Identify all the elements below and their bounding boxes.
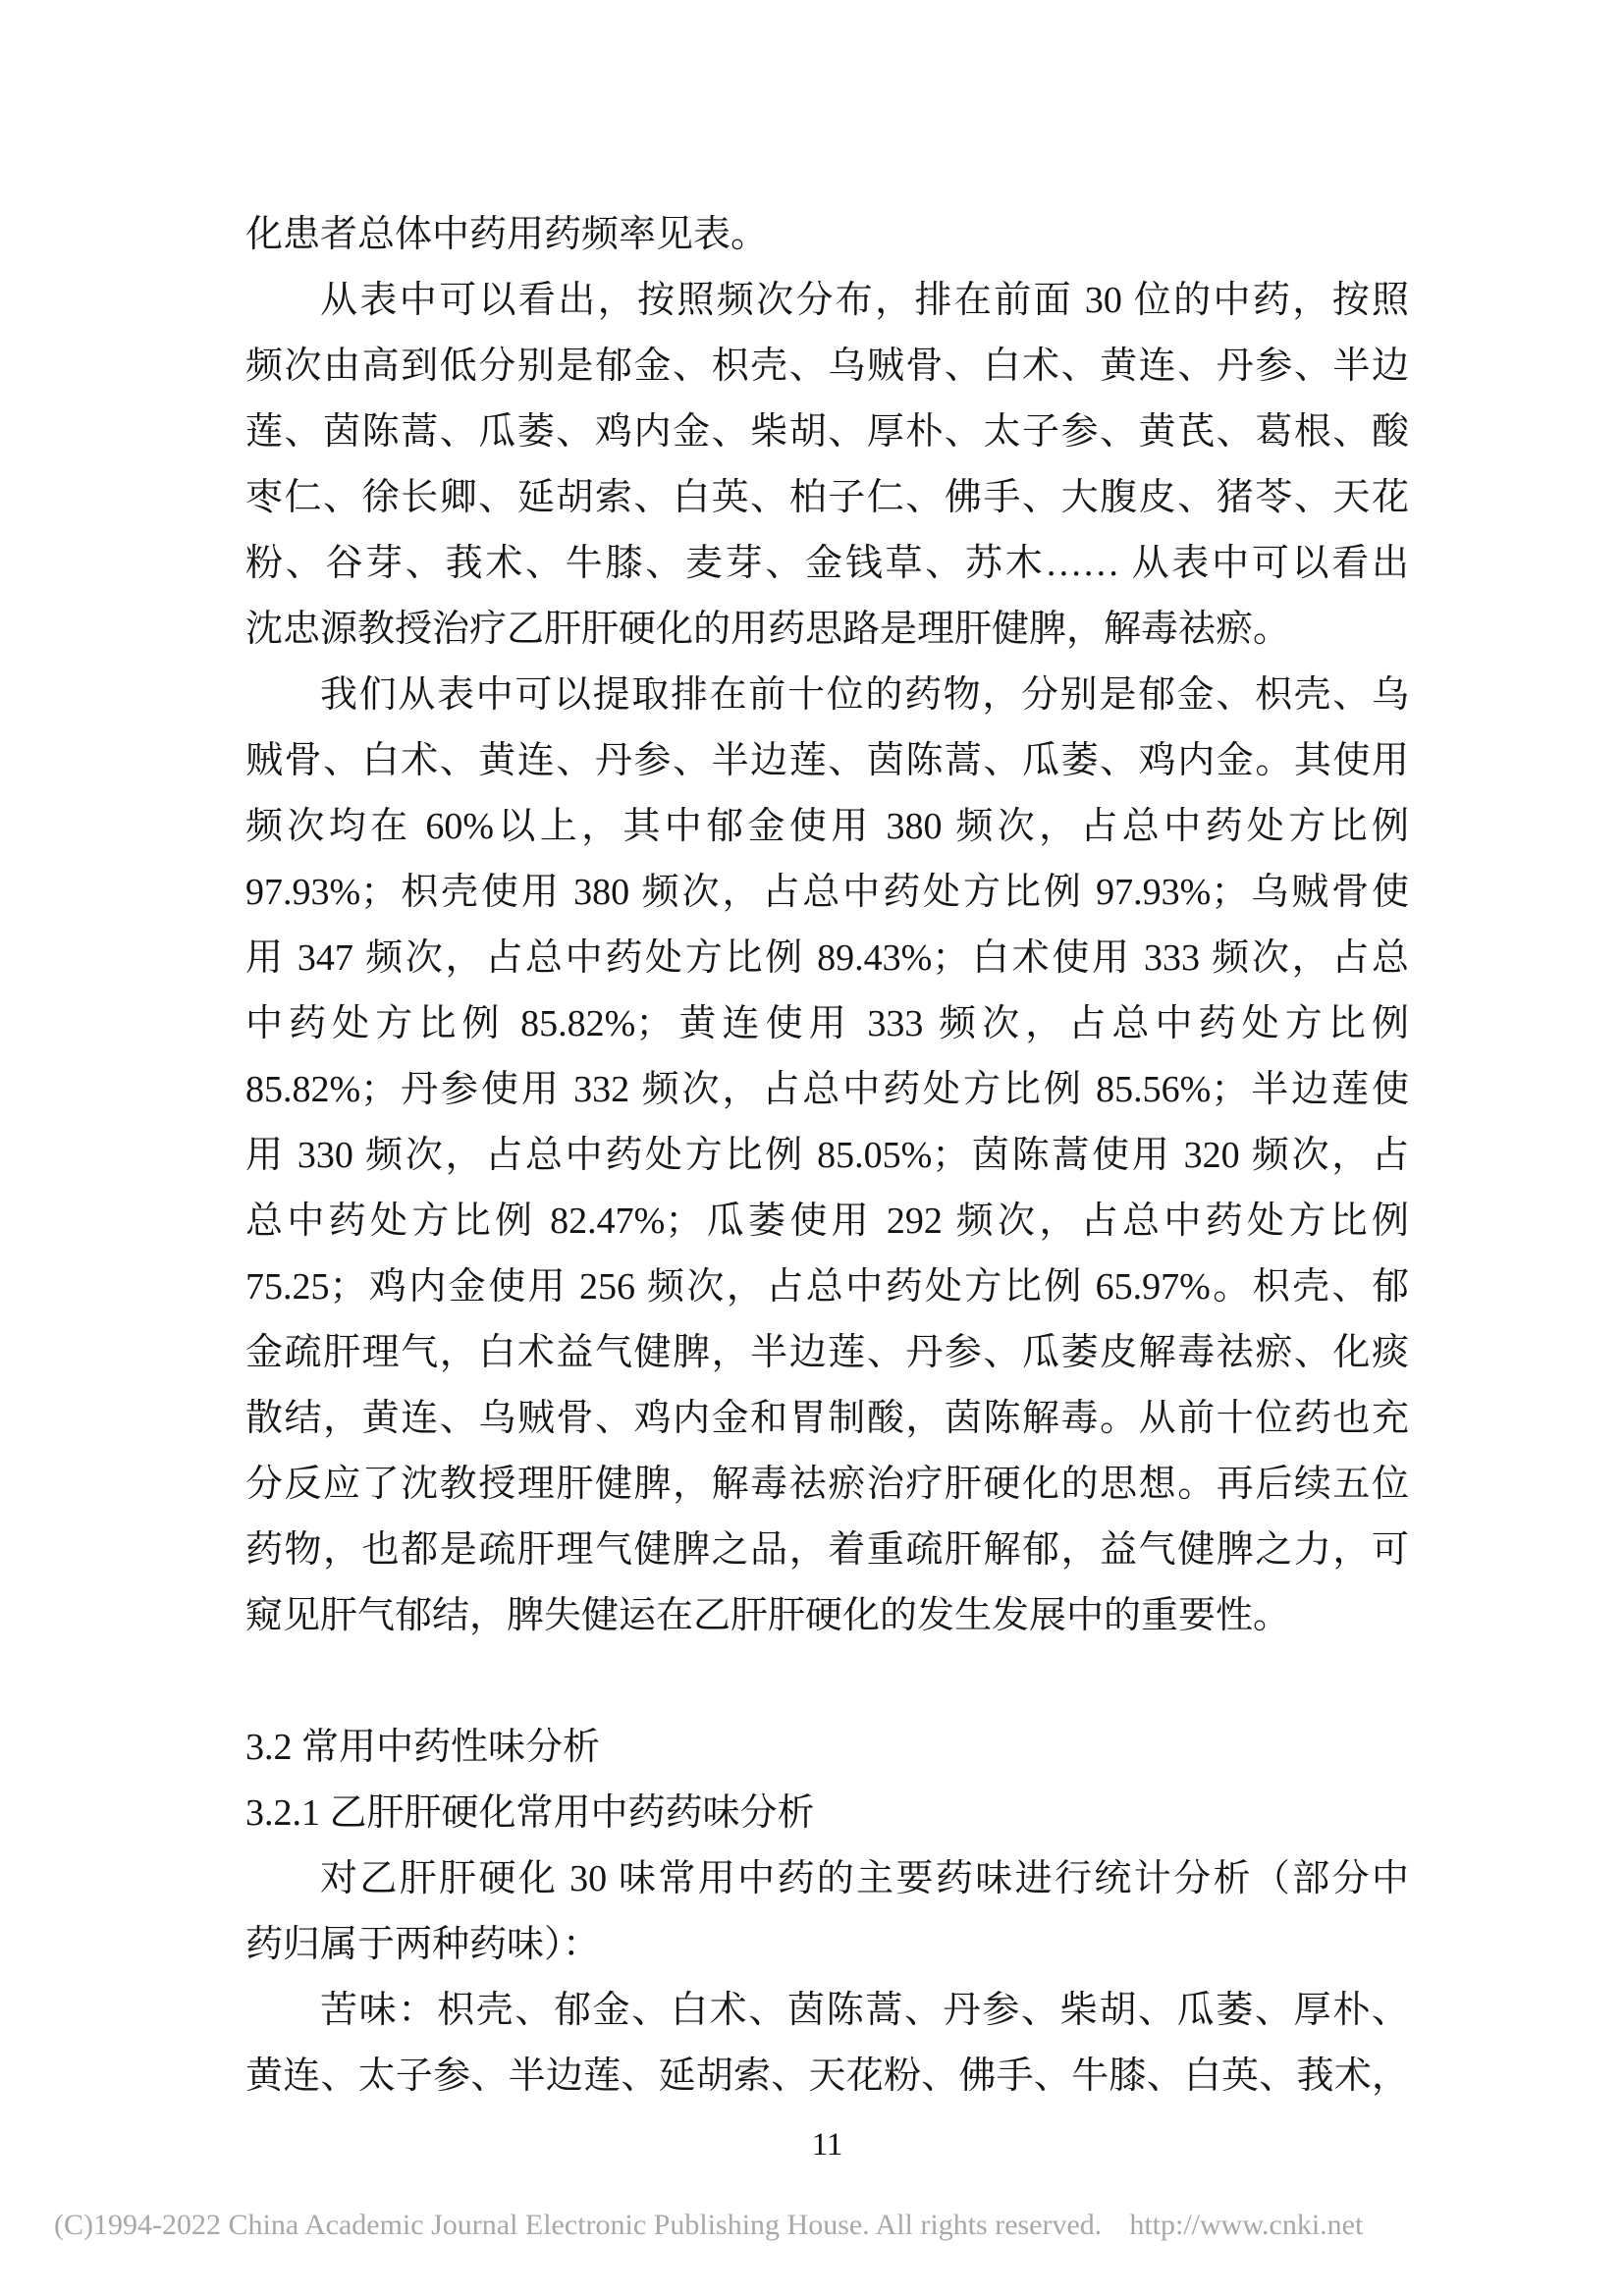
body-text-line: 分反应了沈教授理肝健脾，解毒祛瘀治疗肝硬化的思想。再后续五位 <box>245 1464 1409 1505</box>
body-text-line: 窥见肝气郁结，脾失健运在乙肝肝硬化的发生发展中的重要性。 <box>245 1595 1291 1636</box>
body-text-line: 97.93%；枳壳使用 380 频次，占总中药处方比例 97.93%；乌贼骨使 <box>245 872 1409 913</box>
body-text-line: 黄连、太子参、半边莲、延胡索、天花粉、佛手、牛膝、白英、莪术， <box>245 2056 1409 2097</box>
body-text-line: 我们从表中可以提取排在前十位的药物，分别是郁金、枳壳、乌 <box>320 674 1409 716</box>
body-text-line: 金疏肝理气，白术益气健脾，半边莲、丹参、瓜萎皮解毒祛瘀、化痰 <box>245 1332 1409 1373</box>
body-text-line: 粉、谷芽、莪术、牛膝、麦芽、金钱草、苏木…… 从表中可以看出 <box>245 543 1409 584</box>
body-text-line: 化患者总体中药用药频率见表。 <box>245 214 769 255</box>
body-text-line: 中药处方比例 85.82%；黄连使用 333 频次，占总中药处方比例 <box>245 1003 1409 1044</box>
body-text-line: 用 330 频次，占总中药处方比例 85.05%；茵陈蒿使用 320 频次，占 <box>245 1135 1409 1176</box>
page-number: 11 <box>811 2127 843 2163</box>
body-text-line: 75.25；鸡内金使用 256 频次，占总中药处方比例 65.97%。枳壳、郁 <box>245 1266 1409 1308</box>
copyright-notice: (C)1994-2022 China Academic Journal Electronic Publishing House. All rights reserved. <box>54 2209 1103 2241</box>
section-heading-3-2-1: 3.2.1 乙肝肝硬化常用中药药味分析 <box>245 1792 815 1834</box>
body-text-line: 药物，也都是疏肝理气健脾之品，着重疏肝解郁，益气健脾之力，可 <box>245 1529 1409 1571</box>
body-text-line: 沈忠源教授治疗乙肝肝硬化的用药思路是理肝健脾，解毒祛瘀。 <box>245 609 1291 650</box>
body-text-line: 枣仁、徐长卿、延胡索、白英、柏子仁、佛手、大腹皮、猪苓、天花 <box>245 477 1409 518</box>
body-text-line: 85.82%；丹参使用 332 频次，占总中药处方比例 85.56%；半边莲使 <box>245 1069 1409 1110</box>
body-text-line: 总中药处方比例 82.47%；瓜萎使用 292 频次，占总中药处方比例 <box>245 1201 1409 1242</box>
body-text-line: 从表中可以看出，按照频次分布，排在前面 30 位的中药，按照 <box>320 280 1409 321</box>
page-footer <box>54 2206 1586 2245</box>
body-text-line: 用 347 频次，占总中药处方比例 89.43%；白术使用 333 频次，占总 <box>245 937 1409 979</box>
body-text-line: 贼骨、白术、黄连、丹参、半边莲、茵陈蒿、瓜萎、鸡内金。其使用 <box>245 740 1409 781</box>
body-text-line: 对乙肝肝硬化 30 味常用中药的主要药味进行统计分析（部分中 <box>320 1858 1409 1899</box>
body-text-line: 莲、茵陈蒿、瓜萎、鸡内金、柴胡、厚朴、太子参、黄芪、葛根、酸 <box>245 411 1409 453</box>
body-text-line: 散结，黄连、乌贼骨、鸡内金和胃制酸，茵陈解毒。从前十位药也充 <box>245 1398 1409 1439</box>
document-body <box>245 202 1409 2109</box>
cnki-url: http://www.cnki.net <box>1129 2209 1364 2241</box>
body-text-line: 频次由高到低分别是郁金、枳壳、乌贼骨、白术、黄连、丹参、半边 <box>245 346 1409 387</box>
body-text-line: 苦味：枳壳、郁金、白术、茵陈蒿、丹参、柴胡、瓜萎、厚朴、 <box>320 1990 1409 2031</box>
body-text-line: 药归属于两种药味）： <box>245 1924 601 1965</box>
blank-line <box>245 1649 1409 1715</box>
section-heading-3-2: 3.2 常用中药性味分析 <box>245 1727 601 1768</box>
body-text-line: 频次均在 60%以上，其中郁金使用 380 频次，占总中药处方比例 <box>245 806 1409 847</box>
